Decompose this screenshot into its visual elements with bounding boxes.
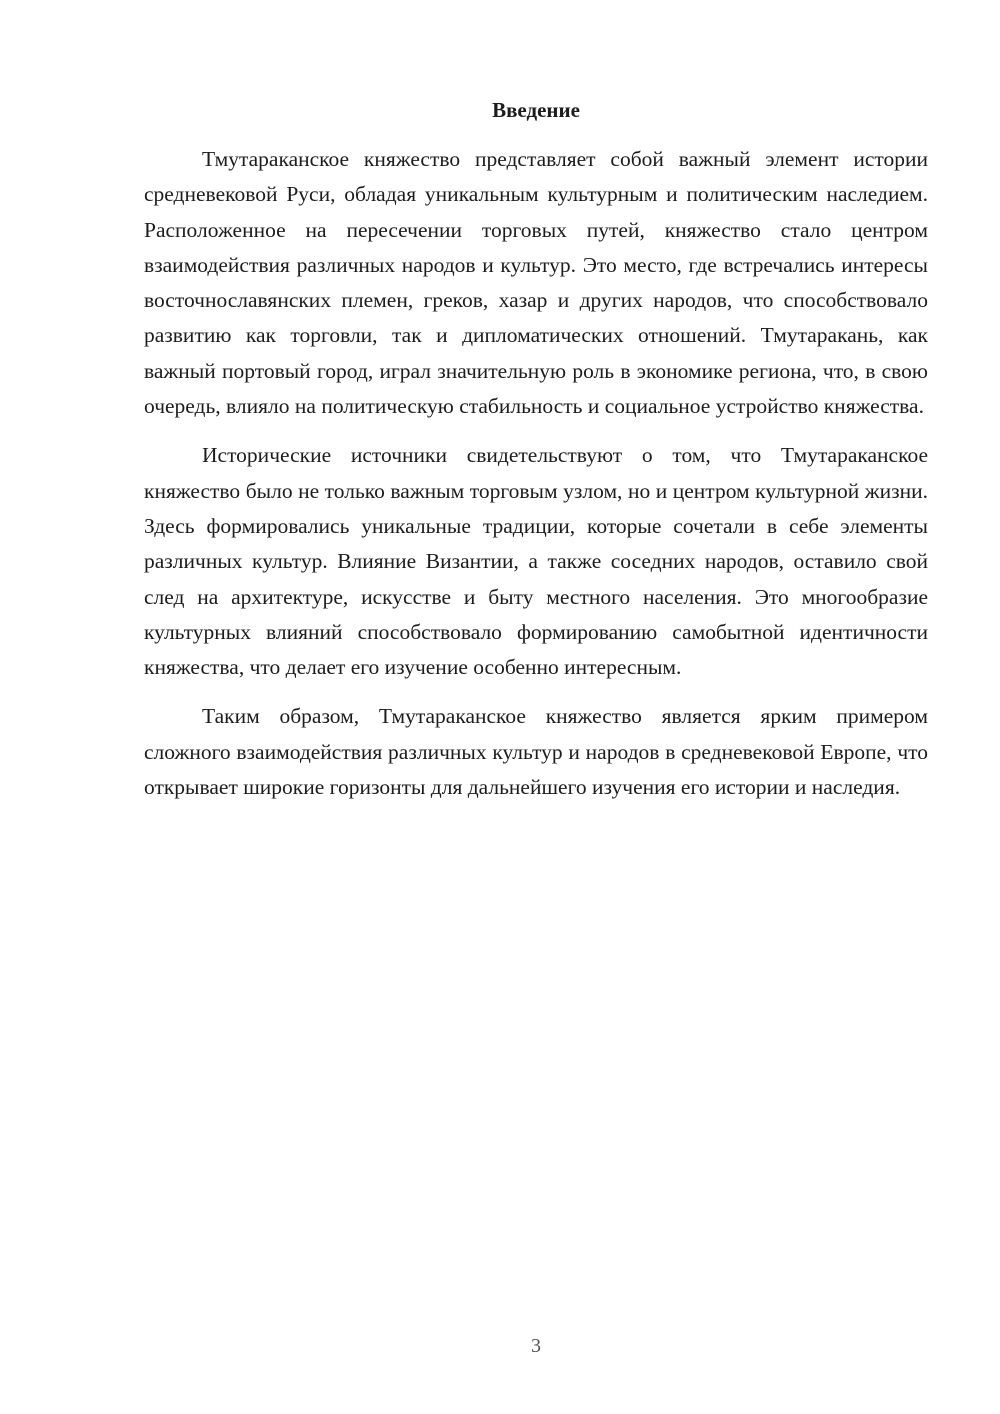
section-heading: Введение <box>492 98 580 122</box>
body-text <box>144 142 928 819</box>
paragraph-1: Тмутараканское княжество представляет собой важный элемент истории средневековой Руси, обладая уникальным культурным и политическим наследием. Расположенное на пересечении торговых путей, княжество стало центром взаимодействия различных народов и культур. Это место, где встречались интересы восточнославянских племен, греков, хазар и других народов, что способствовало развитию как торговли, так и дипломатических отношений. Тмутаракань, как важный портовый город, играл значительную роль в экономике региона, что, в свою очередь, влияло на политическую стабильность и социальное устройство княжества. <box>144 147 928 419</box>
paragraph-2: Исторические источники свидетельствуют о том, что Тмутараканское княжество было не только важным торговым узлом, но и центром культурной жизни. Здесь формировались уникальные традиции, которые сочетали в себе элементы различных культур. Влияние Византии, а также соседних народов, оставило свой след на архитектуре, искусстве и быту местного населения. Это многообразие культурных влияний способствовало формированию самобытной идентичности княжества, что делает его изучение особенно интересным. <box>144 443 928 680</box>
paragraph-3: Таким образом, Тмутараканское княжество является ярким примером сложного взаимодействия различных культур и народов в средневековой Европе, что открывает широкие горизонты для дальнейшего изучения его истории и наследия. <box>144 704 928 800</box>
page-number: 3 <box>531 1335 541 1357</box>
